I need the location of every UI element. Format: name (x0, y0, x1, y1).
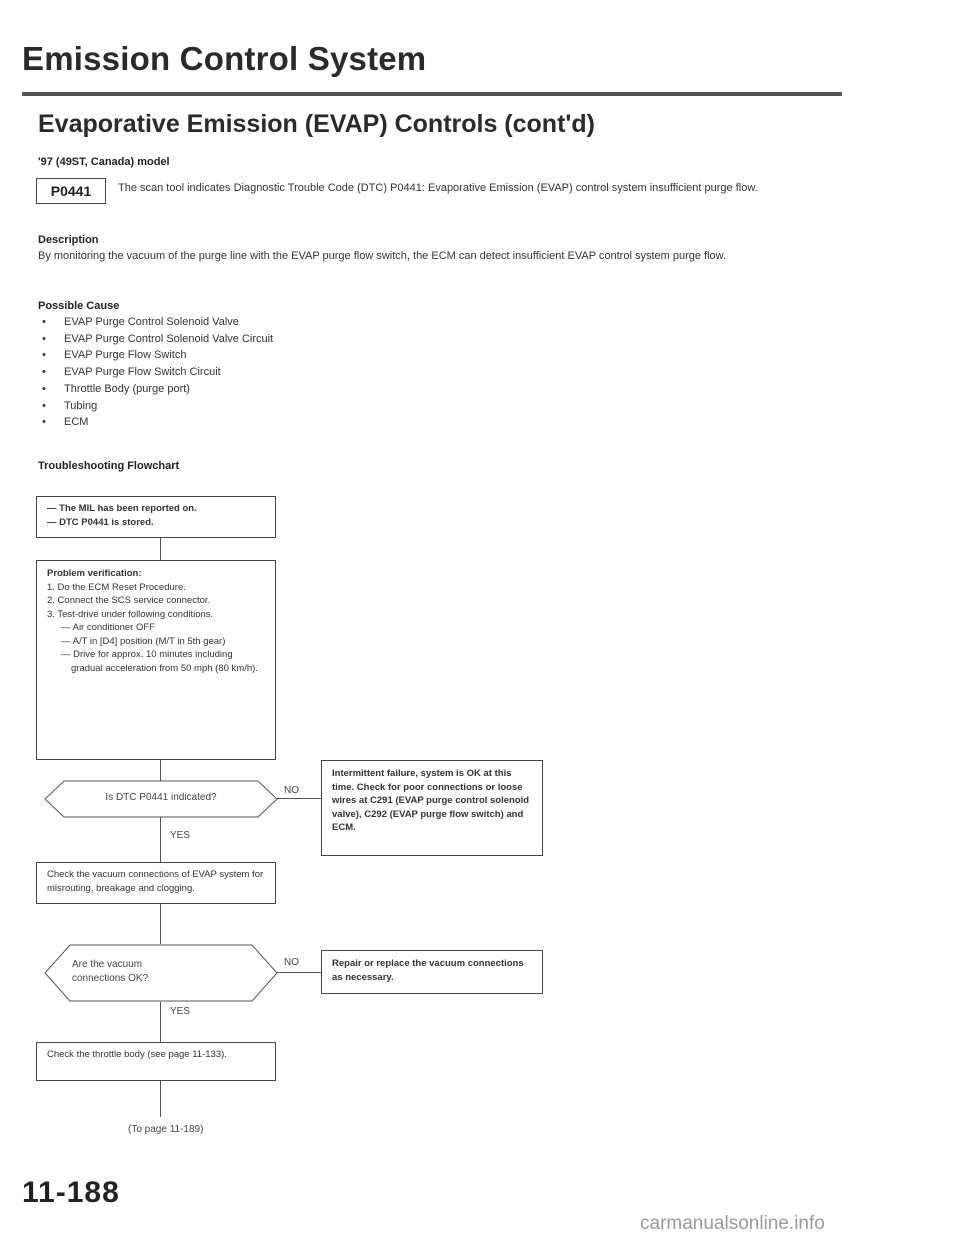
bullet-icon: • (42, 382, 46, 395)
bullet-icon: • (42, 399, 46, 412)
list-item: • ECM (38, 414, 273, 431)
check-throttle-box: Check the throttle body (see page 11-133). (36, 1042, 276, 1081)
yes-label: YES (170, 1006, 191, 1017)
list-item: • Throttle Body (purge port) (38, 381, 273, 398)
list-item: • Tubing (38, 398, 273, 415)
dtc-description: The scan tool indicates Diagnostic Trouble Code (DTC) P0441: Evaporative Emission (EVAP) control system insufficient purge flow. (118, 182, 758, 194)
yes-label: YES (170, 830, 191, 841)
connector-line (160, 538, 161, 560)
verification-step: 3. Test-drive under following conditions. (47, 608, 214, 620)
no-label: NO (284, 785, 299, 796)
decision-1-text: Is DTC P0441 indicated? (105, 792, 217, 803)
verification-condition: — A/T in [D4] position (M/T in 5th gear) (61, 635, 226, 647)
intermittent-box: Intermittent failure, system is OK at this time. Check for poor connections or loose wires at C291 (EVAP purge control solenoid valve), C292 (EVAP purge flow switch) and ECM. (321, 760, 543, 856)
flowchart-heading: Troubleshooting Flowchart (38, 460, 180, 472)
connector-line (160, 816, 161, 862)
verification-condition: — Air conditioner OFF (61, 622, 155, 633)
decision-2-text: Are the vacuum connections OK? (72, 959, 149, 984)
verification-condition: — Drive for approx. 10 minutes including gradual acceleration from 50 mph (80 km/h). (61, 649, 258, 674)
header-rule (22, 92, 842, 96)
connector-line (160, 760, 161, 782)
page-number: 11-188 (22, 1176, 120, 1209)
problem-verification-box (36, 560, 276, 760)
connector-line (275, 798, 321, 799)
possible-cause-heading: Possible Cause (38, 300, 120, 312)
bullet-icon: • (42, 316, 46, 328)
list-item: • EVAP Purge Flow Switch (38, 347, 273, 364)
possible-cause-list (38, 314, 273, 431)
bullet-icon: • (42, 349, 46, 362)
list-item: • EVAP Purge Flow Switch Circuit (38, 364, 273, 381)
flowchart-start-box: — The MIL has been reported on. — DTC P0441 is stored. (36, 496, 276, 538)
list-item: • EVAP Purge Control Solenoid Valve (38, 314, 273, 331)
model-line: '97 (49ST, Canada) model (38, 156, 170, 168)
watermark: carmanualsonline.info (640, 1213, 825, 1234)
repair-box: Repair or replace the vacuum connections as necessary. (321, 950, 543, 994)
description-heading: Description (38, 234, 99, 246)
verification-step: 1. Do the ECM Reset Procedure. (47, 581, 186, 593)
bullet-icon: • (42, 366, 46, 379)
dtc-code-box: P0441 (36, 178, 106, 204)
page-title: Emission Control System (22, 40, 427, 77)
connector-line (160, 1081, 161, 1117)
check-vacuum-box: Check the vacuum connections of EVAP system for misrouting, breakage and clogging. (36, 862, 276, 904)
verification-step: 2. Connect the SCS service connector. (47, 595, 211, 606)
verification-title: Problem verification: (47, 568, 142, 579)
description-text: By monitoring the vacuum of the purge line with the EVAP purge flow switch, the ECM can detect insufficient EVAP control system purge flow. (38, 250, 727, 262)
section-title: Evaporative Emission (EVAP) Controls (cont'd) (38, 110, 595, 138)
connector-line (160, 904, 161, 944)
bullet-icon: • (42, 416, 46, 429)
bullet-icon: • (42, 332, 46, 345)
connector-line (275, 972, 321, 973)
list-item: • EVAP Purge Control Solenoid Valve Circuit (38, 331, 273, 348)
connector-line (160, 1002, 161, 1042)
continue-note: (To page 11-189) (128, 1124, 204, 1135)
no-label: NO (284, 957, 299, 968)
